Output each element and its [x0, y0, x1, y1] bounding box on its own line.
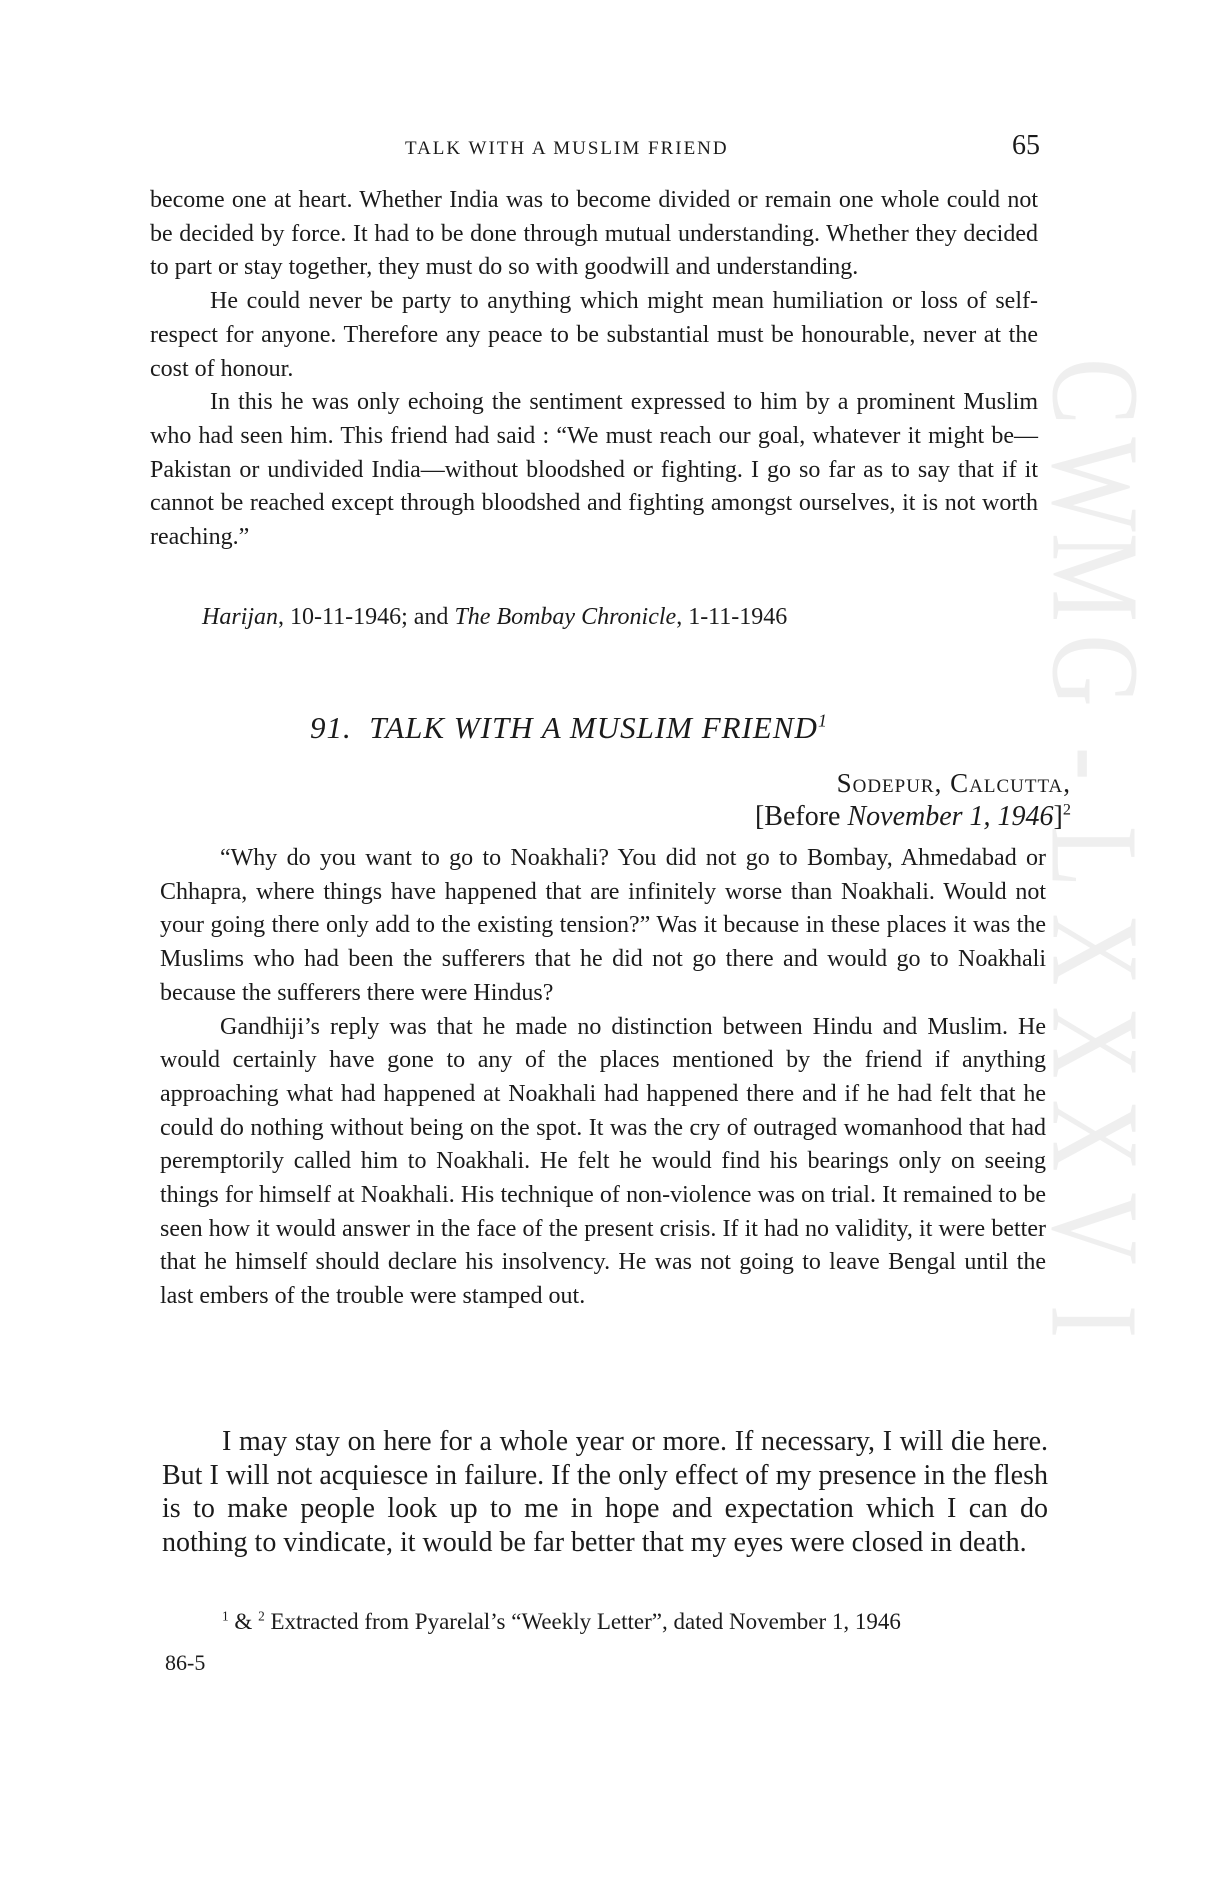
watermark-letter: X [1025, 913, 1165, 986]
place-line: Sodepur, Calcutta, [836, 768, 1071, 798]
article-body [160, 842, 1046, 1314]
watermark-letter: X [1025, 1006, 1165, 1079]
quote-paragraph: I may stay on here for a whole year or more. If necessary, I will die here. But I will not acquiesce in failure. If the only effect of my presence in the flesh is to make people look up to me in hope and expectation which I can do nothing to vindicate, it would be far better that my eyes were closed in death. [162, 1426, 1048, 1559]
footnote-marker: 1 [817, 710, 828, 731]
paragraph: He could never be party to anything which might mean humiliation or loss of self-respect for anyone. Therefore any peace to be substantial must be honourable, never at the cost of honour. [150, 288, 1038, 382]
paragraph: In this he was only echoing the sentiment expressed to him by a prominent Muslim who had seen him. This friend had said : “We must reach our goal, whatever it might be—Pakistan or undivided India—without bloodshed or fighting. I go so far as to say that if it cannot be reached except through bloodshed and fighting amongst ourselves, it is not worth reaching.” [150, 389, 1038, 551]
page-header [152, 130, 1040, 174]
article-title: TALK WITH A MUSLIM FRIEND [369, 710, 818, 745]
watermark-letter: V [1025, 1192, 1165, 1265]
source-publication: Harijan [202, 604, 279, 630]
article-number: 91. [310, 710, 352, 745]
source-citation: Harijan, 10-11-1946; and The Bombay Chronicle, 1-11-1946 [202, 604, 788, 630]
watermark-letter: I [1025, 1304, 1165, 1339]
source-publication: The Bombay Chronicle [454, 604, 677, 630]
page-number: 65 [1012, 130, 1040, 161]
article-heading [310, 710, 828, 746]
watermark-letter: L [1025, 825, 1165, 888]
date-line: [Before November 1, 1946]$^2$ [754, 800, 1071, 832]
footnote-marker: 2 [1062, 800, 1071, 819]
previous-article-continuation [150, 184, 1038, 555]
watermark-letter: C [1025, 358, 1165, 425]
watermark-letter: G [1025, 634, 1165, 707]
footnote: $^1$ & $^2$ Extracted from Pyarelal’s “Weekly Letter”, dated November 1, 1946 [222, 1608, 901, 1634]
watermark-letter: X [1025, 1099, 1165, 1172]
watermark-letter: W [1025, 437, 1165, 532]
paragraph: Gandhiji’s reply was that he made no distinction between Hindu and Muslim. He would certainly have gone to any of the places mentioned by the friend if anything approaching what had happened at Noakhali had happened there and if he had felt that he could do nothing without being on the spot. It was the cry of outraged womanhood that had peremptorily called him to Noakhali. He felt he would find his bearings only on seeing things for himself at Noakhali. His technique of non-violence was on trial. It remained to be seen how it would answer in the face of the present crisis. If it had no validity, it were better that he himself should declare his insolvency. He was not going to leave Bengal until the last embers of the trouble were stamped out. [160, 1013, 1046, 1310]
watermark-letter: - [1025, 746, 1165, 781]
paragraph: “Why do you want to go to Noakhali? You did not go to Bombay, Ahmedabad or Chhapra, where things have happened that are infinitely worse than Noakhali. Would not your going there only add to the existing tension?” Was it because in these places it was the Muslims who had been the sufferers that he did not go there and would go to Noakhali because the sufferers there were Hindus? [160, 845, 1046, 1006]
running-title: TALK WITH A MUSLIM FRIEND [405, 138, 729, 159]
watermark [1025, 345, 1165, 1525]
watermark-letter: M [1025, 533, 1165, 622]
paragraph: become one at heart. Whether India was to become divided or remain one whole could not be decided by force. It had to be done through mutual understanding. Whether they decided to part or stay together, they must do so with goodwill and understanding. [150, 187, 1038, 281]
block-quote [162, 1425, 1048, 1560]
signature-mark: 86-5 [165, 1650, 206, 1675]
